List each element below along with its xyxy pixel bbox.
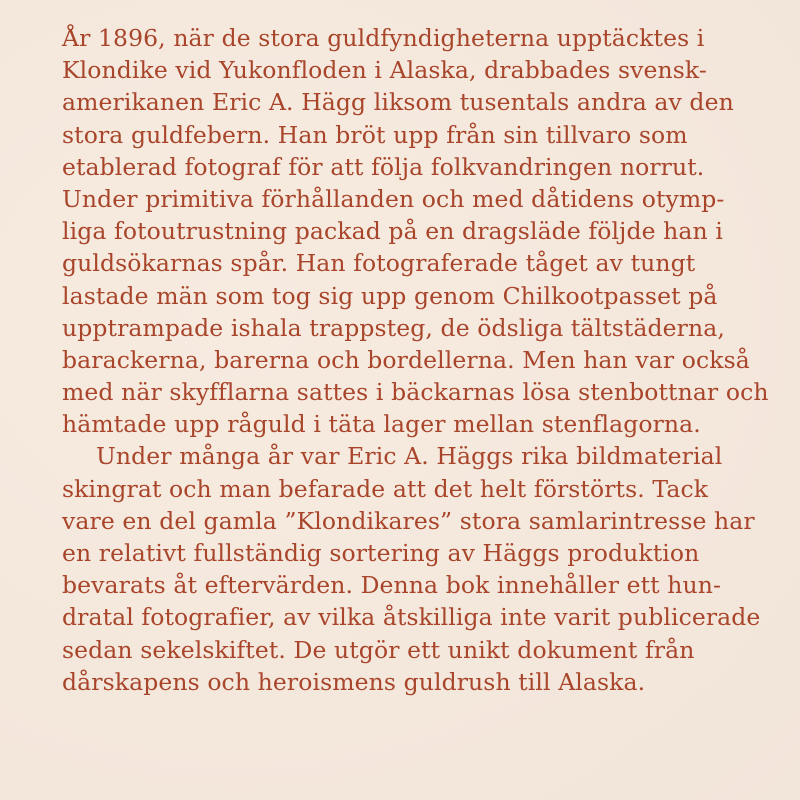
- text-line: År 1896, när de stora guldfyndigheterna upptäcktes i: [62, 24, 705, 52]
- text-line: upptrampade ishala trappsteg, de ödsliga tältstäderna,: [62, 313, 725, 342]
- text-line: stora guldfebern. Han bröt upp från sin tillvaro som: [62, 120, 688, 149]
- text-line: dårskapens och heroismens guldrush till Alaska.: [62, 667, 646, 696]
- text-line: skingrat och man befarade att det helt förstörts. Tack: [62, 474, 709, 503]
- paragraph-2: [62, 440, 782, 698]
- paragraph-1: [62, 22, 782, 440]
- text-line: lastade män som tog sig upp genom Chilkootpasset på: [62, 281, 718, 310]
- text-line: med när skyfflarna sattes i bäckarnas lösa stenbottnar och: [62, 378, 769, 407]
- text-line: en relativt fullständig sortering av Häggs produktion: [62, 539, 700, 567]
- text-line: Under primitiva förhållanden och med dåtidens otymp-: [62, 184, 725, 213]
- text-line: liga fotoutrustning packad på en dragsläde följde han i: [62, 217, 723, 246]
- text-line: bevarats åt eftervärden. Denna bok innehåller ett hun-: [62, 571, 722, 600]
- text-line: etablerad fotograf för att följa folkvandringen norrut.: [62, 152, 705, 181]
- text-line: vare en del gamla ”Klondikares” stora samlarintresse har: [62, 506, 755, 535]
- text-line: amerikanen Eric A. Hägg liksom tusentals andra av den: [62, 88, 734, 117]
- book-page-text: [62, 22, 782, 698]
- text-line: hämtade upp råguld i täta lager mellan stenflagorna.: [62, 410, 701, 439]
- text-line: Under många år var Eric A. Häggs rika bildmaterial: [96, 442, 723, 471]
- text-line: barackerna, barerna och bordellerna. Men han var också: [62, 345, 750, 374]
- text-line: guldsökarnas spår. Han fotograferade tåget av tungt: [62, 249, 696, 278]
- text-line: dratal fotografier, av vilka åtskilliga inte varit publicerade: [62, 603, 761, 632]
- text-line: sedan sekelskiftet. De utgör ett unikt dokument från: [62, 635, 695, 664]
- text-line: Klondike vid Yukonfloden i Alaska, drabbades svensk-: [62, 56, 707, 85]
